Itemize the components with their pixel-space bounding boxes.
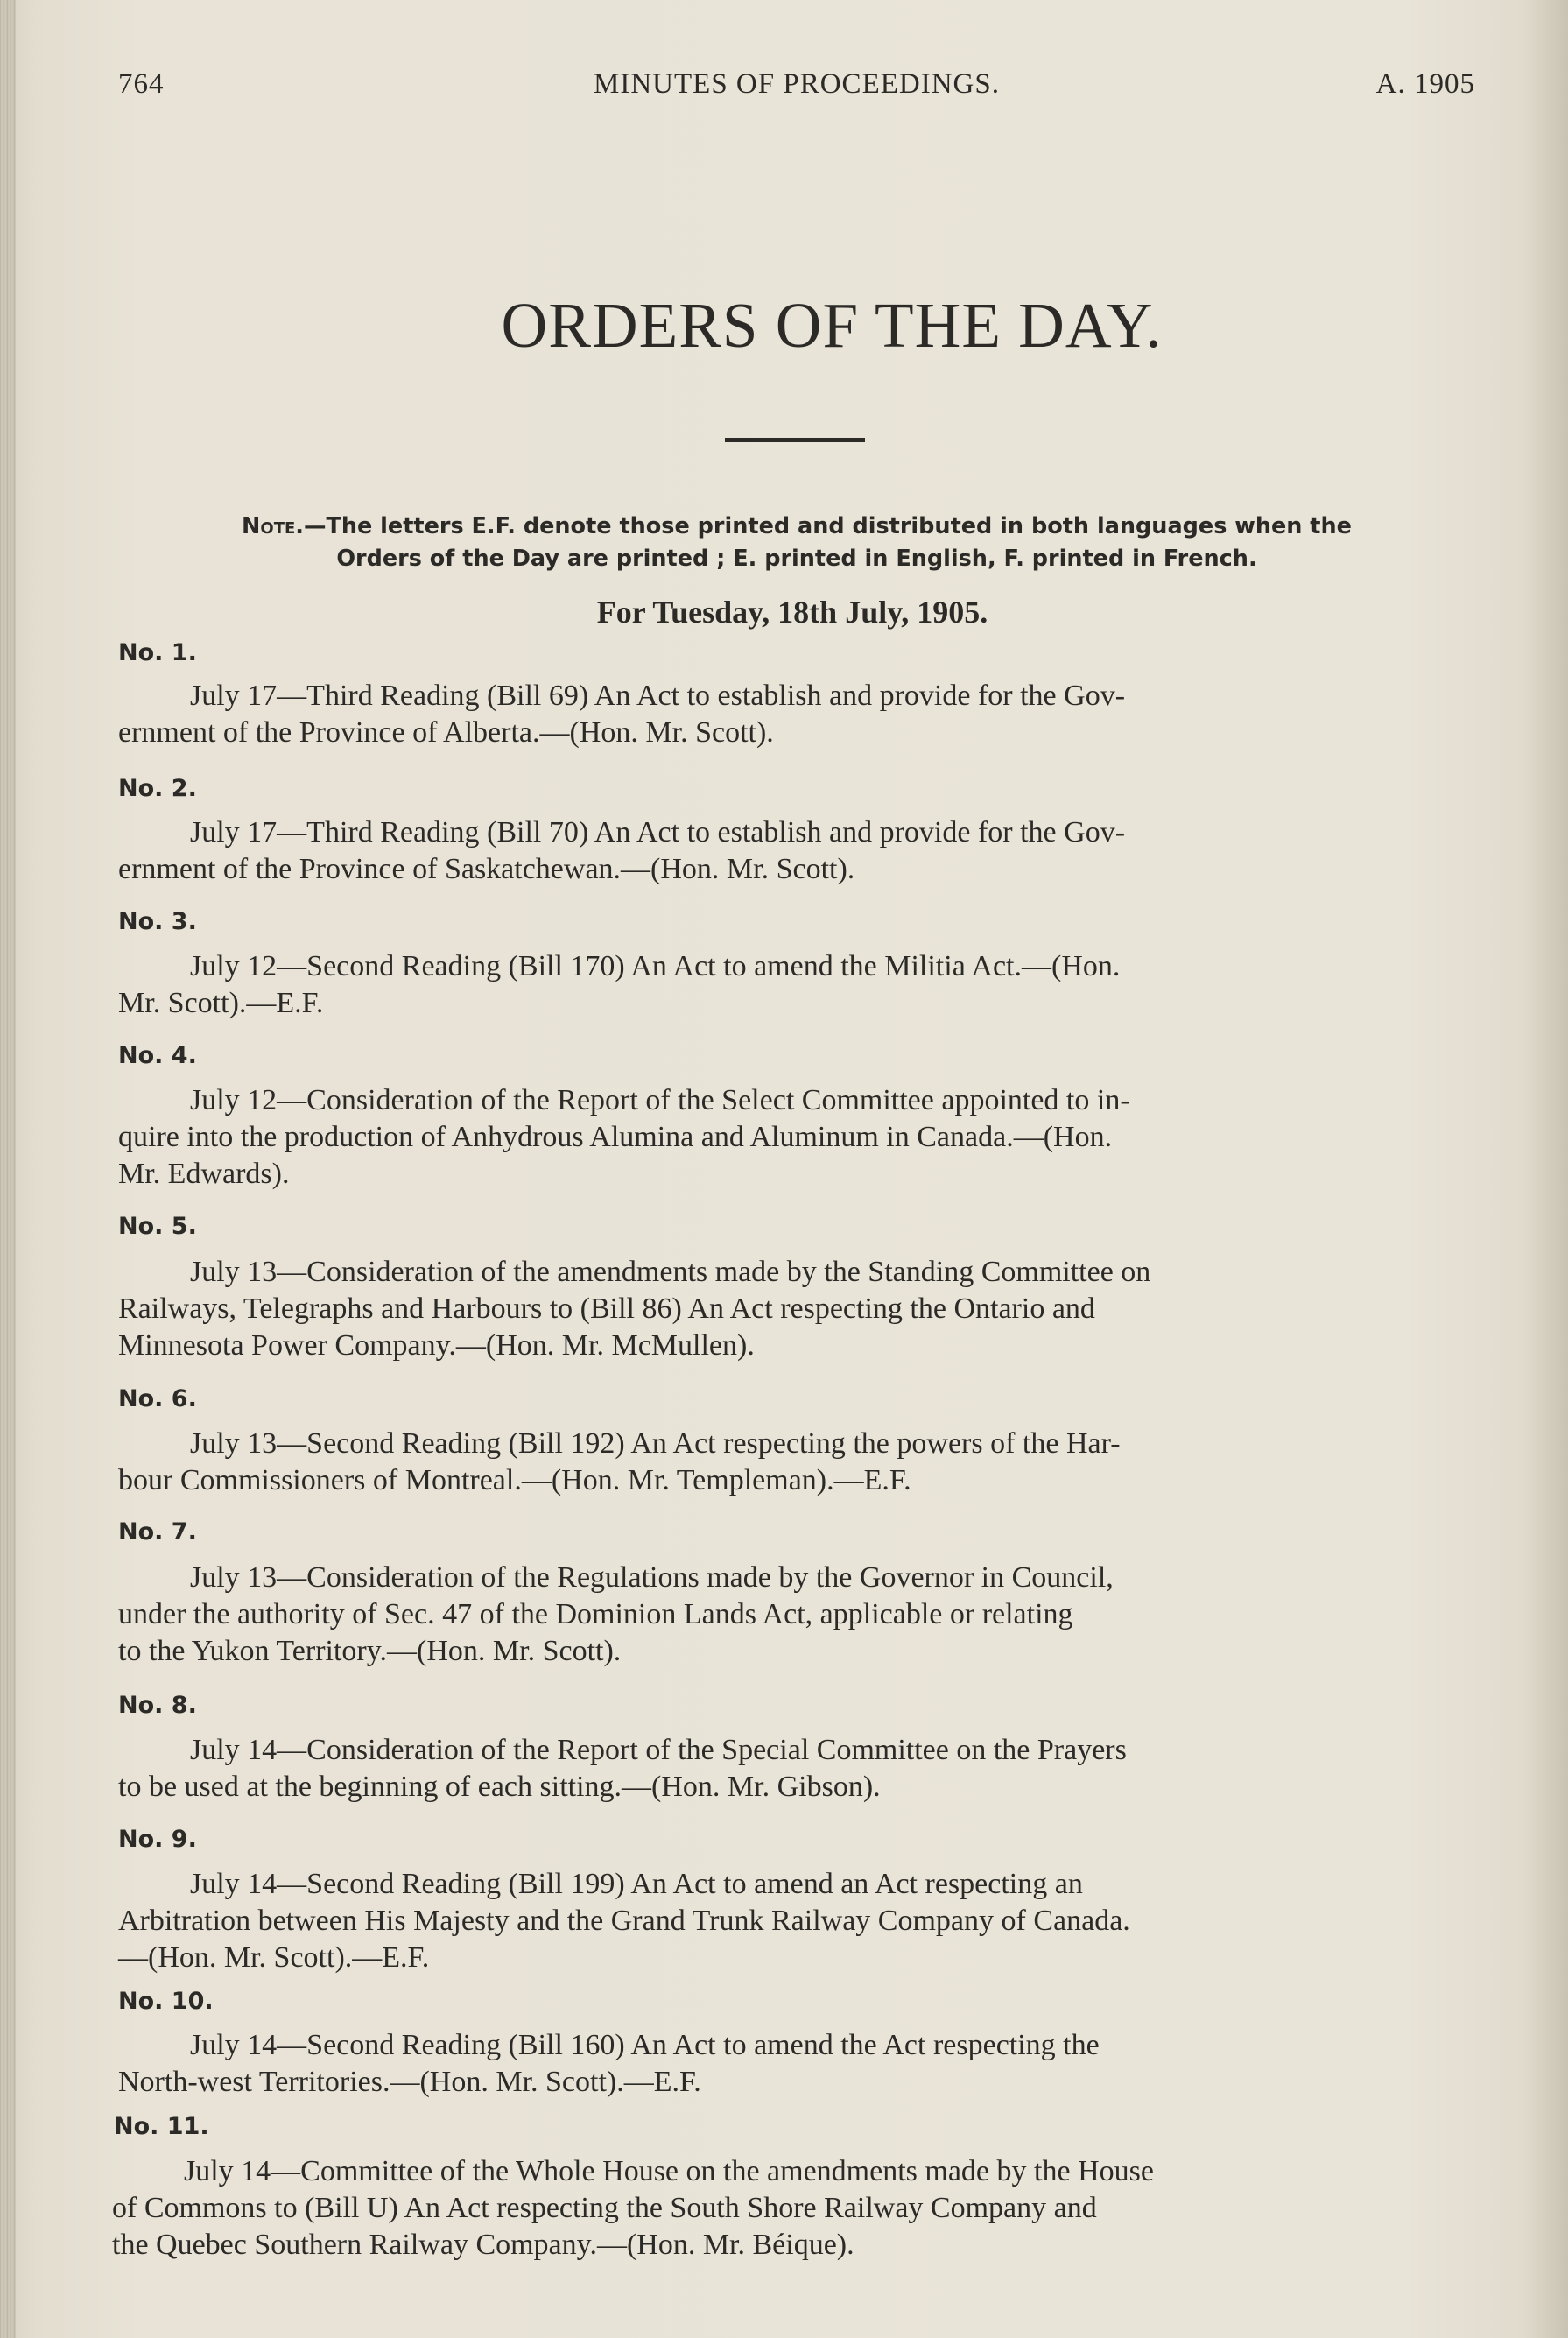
- item-text-line: July 13—Consideration of the Regulations made by the Governor in Council,: [190, 1561, 1114, 1594]
- item-text-line: July 17—Third Reading (Bill 69) An Act to establish and provide for the Gov-: [190, 680, 1126, 712]
- date-heading: For Tuesday, 18th July, 1905.: [596, 595, 988, 630]
- page-title: ORDERS OF THE DAY.: [501, 290, 1163, 361]
- item-text-line: July 14—Second Reading (Bill 160) An Act to amend the Act respecting the: [190, 2029, 1100, 2061]
- item-text-line: Mr. Edwards).: [118, 1158, 290, 1190]
- note-paragraph: [131, 511, 1462, 575]
- item-text-line: ernment of the Province of Alberta.—(Hon. Mr. Scott).: [118, 716, 774, 749]
- item-text-line: to the Yukon Territory.—(Hon. Mr. Scott).: [118, 1635, 622, 1667]
- item-text-line: ernment of the Province of Saskatchewan.—(Hon. Mr. Scott).: [118, 853, 855, 885]
- item-text-line: July 14—Second Reading (Bill 199) An Act to amend an Act respecting an: [190, 1868, 1083, 1900]
- item-text: [118, 814, 1471, 888]
- item-text: [118, 678, 1471, 751]
- item-text-line: to be used at the beginning of each sitting.—(Hon. Mr. Gibson).: [118, 1771, 881, 1803]
- note-line-1: [131, 511, 1462, 543]
- item-number: No. 6.: [118, 1385, 197, 1412]
- item-number: No. 10.: [118, 1988, 214, 2015]
- item-number: No. 1.: [118, 639, 197, 666]
- running-title: MINUTES OF PROCEEDINGS.: [594, 68, 1000, 100]
- item-text-line: July 17—Third Reading (Bill 70) An Act to establish and provide for the Gov-: [190, 816, 1126, 849]
- item-text: [118, 1254, 1471, 1364]
- note-text-1: —The letters E.F. denote those printed and distributed in both languages when the: [303, 513, 1352, 539]
- item-text: [112, 2153, 1465, 2264]
- item-number: No. 7.: [118, 1518, 197, 1546]
- item-number: No. 4.: [118, 1042, 197, 1069]
- item-number: No. 11.: [114, 2113, 209, 2140]
- item-text: [118, 1560, 1471, 1670]
- title-divider: [725, 438, 865, 442]
- header-year: A. 1905: [1375, 68, 1475, 100]
- item-text-line: Minnesota Power Company.—(Hon. Mr. McMullen).: [118, 1329, 755, 1362]
- item-text: [118, 1082, 1471, 1193]
- item-text-line: Railways, Telegraphs and Harbours to (Bill 86) An Act respecting the Ontario and: [118, 1292, 1095, 1325]
- item-text-line: under the authority of Sec. 47 of the Dominion Lands Act, applicable or relating: [118, 1598, 1073, 1630]
- item-text-line: Mr. Scott).—E.F.: [118, 987, 324, 1019]
- item-text-line: the Quebec Southern Railway Company.—(Hon. Mr. Béique).: [112, 2229, 854, 2261]
- item-text-line: of Commons to (Bill U) An Act respecting the South Shore Railway Company and: [112, 2192, 1097, 2224]
- item-text: [118, 2027, 1471, 2101]
- page-number: 764: [118, 68, 165, 100]
- item-text-line: Arbitration between His Majesty and the Grand Trunk Railway Company of Canada.: [118, 1905, 1130, 1937]
- note-label: Note.: [242, 513, 304, 539]
- item-number: No. 9.: [118, 1826, 197, 1853]
- item-text: [118, 1732, 1471, 1806]
- item-number: No. 2.: [118, 775, 197, 802]
- item-text-line: —(Hon. Mr. Scott).—E.F.: [118, 1941, 430, 1974]
- item-text-line: July 14—Consideration of the Report of the Special Committee on the Prayers: [190, 1734, 1127, 1766]
- item-text-line: bour Commissioners of Montreal.—(Hon. Mr. Templeman).—E.F.: [118, 1464, 911, 1496]
- item-text: [118, 1426, 1471, 1499]
- item-text-line: July 13—Consideration of the amendments made by the Standing Committee on: [190, 1256, 1151, 1288]
- item-text: [118, 948, 1471, 1022]
- item-number: No. 5.: [118, 1213, 197, 1240]
- item-text-line: July 13—Second Reading (Bill 192) An Act respecting the powers of the Har-: [190, 1427, 1121, 1460]
- item-text-line: quire into the production of Anhydrous Alumina and Aluminum in Canada.—(Hon.: [118, 1121, 1113, 1153]
- item-text-line: North-west Territories.—(Hon. Mr. Scott).—E.F.: [118, 2066, 701, 2098]
- item-number: No. 3.: [118, 908, 197, 935]
- item-text-line: July 12—Second Reading (Bill 170) An Act to amend the Militia Act.—(Hon.: [190, 950, 1121, 982]
- item-text-line: July 12—Consideration of the Report of the Select Committee appointed to in-: [190, 1084, 1130, 1116]
- item-text-line: July 14—Committee of the Whole House on the amendments made by the House: [184, 2155, 1154, 2187]
- running-header: [118, 68, 1475, 112]
- item-text: [118, 1866, 1471, 1976]
- item-number: No. 8.: [118, 1692, 197, 1719]
- note-line-2: Orders of the Day are printed ; E. printed in English, F. printed in French.: [336, 546, 1257, 572]
